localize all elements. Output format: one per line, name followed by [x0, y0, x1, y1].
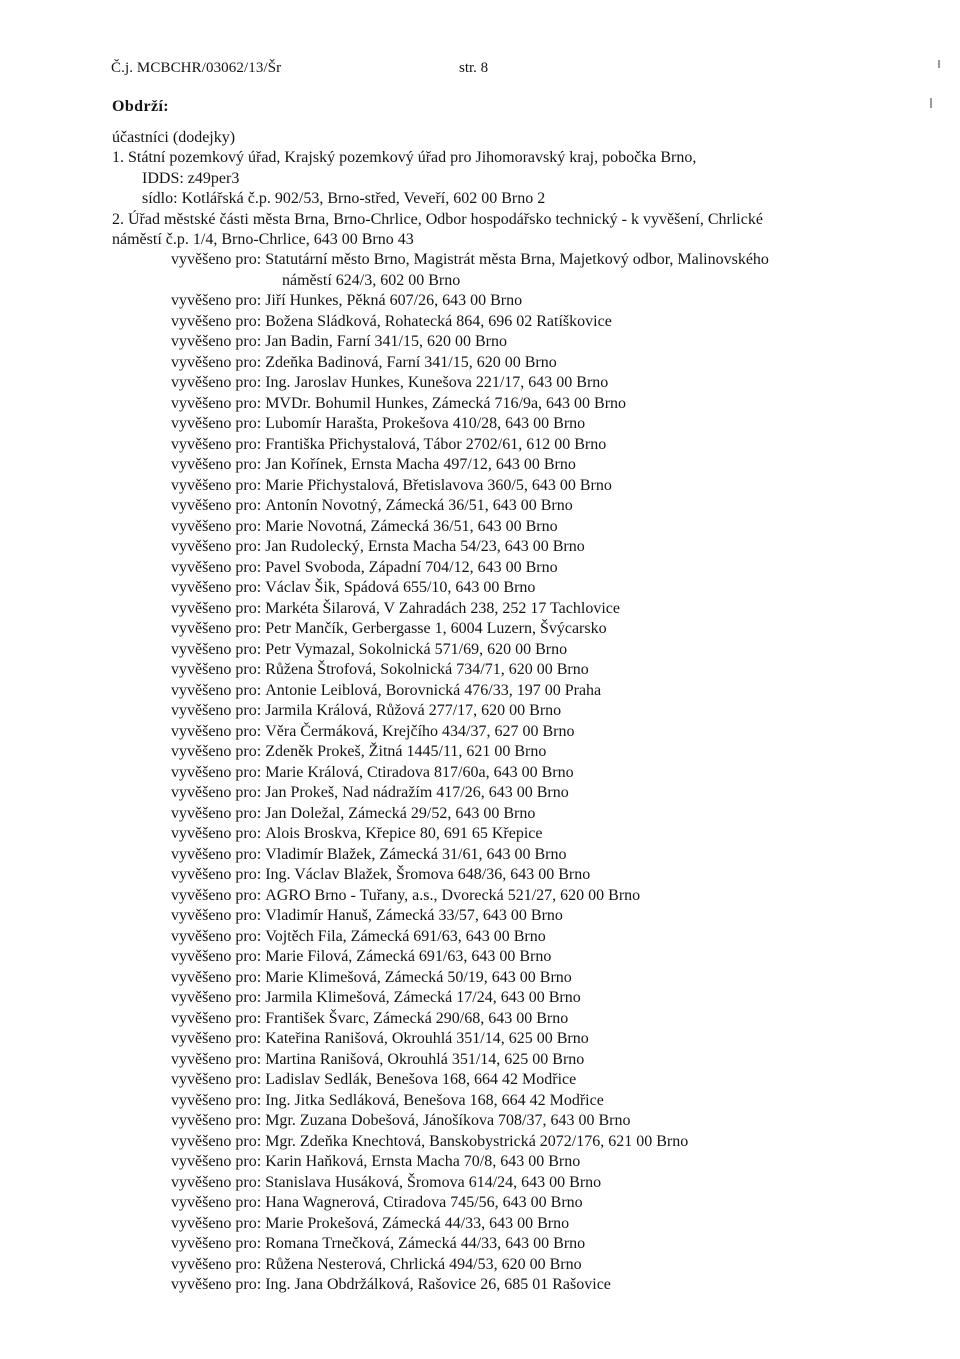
posted-entry: [171, 599, 951, 620]
posted-recipient: Věra Čermáková, Krejčího 434/37, 627 00 Brno: [265, 722, 575, 740]
posted-label: vyvěšeno pro:: [171, 1276, 262, 1293]
posted-entry: [171, 1091, 951, 1112]
recipient-1-line-2: IDDS: z49per3: [142, 170, 240, 187]
posted-label: vyvěšeno pro:: [171, 394, 262, 412]
posted-label: vyvěšeno pro:: [171, 415, 262, 432]
posted-recipient: Karin Haňková, Ernsta Macha 70/8, 643 00 Brno: [265, 1153, 581, 1170]
posted-label: vyvěšeno pro:: [171, 866, 262, 883]
posted-label: vyvěšeno pro:: [171, 599, 262, 617]
posted-entry: [171, 619, 951, 640]
posted-entry: [171, 373, 951, 394]
posted-label: vyvěšeno pro:: [171, 1194, 262, 1211]
posted-recipient: Ladislav Sedlák, Benešova 168, 664 42 Modřice: [265, 1071, 577, 1088]
posted-recipient: MVDr. Bohumil Hunkes, Zámecká 716/9a, 643 00 Brno: [265, 394, 627, 412]
posted-label: vyvěšeno pro:: [171, 1091, 262, 1109]
posted-label: vyvěšeno pro:: [171, 292, 262, 309]
posted-recipient: Václav Šik, Spádová 655/10, 643 00 Brno: [265, 579, 536, 596]
posted-recipient: Marie Přichystalová, Břetislavova 360/5, 643 00 Brno: [265, 476, 612, 494]
posted-recipient: Markéta Šilarová, V Zahradách 238, 252 17 Tachlovice: [265, 599, 620, 617]
posted-recipient: Vojtěch Fila, Zámecká 691/63, 643 00 Brno: [265, 927, 546, 945]
posted-entry: [171, 291, 951, 312]
posted-entry: [171, 353, 951, 374]
posted-entry: [171, 1275, 951, 1296]
posted-recipient: Růžena Štrofová, Sokolnická 734/71, 620 00 Brno: [265, 661, 589, 678]
posted-label: vyvěšeno pro:: [171, 579, 262, 596]
posted-entry: [171, 496, 951, 517]
posted-entry: [171, 455, 951, 476]
posted-entry: [171, 1214, 951, 1235]
posted-label: vyvěšeno pro:: [171, 558, 262, 576]
posted-recipient: Vladimír Blažek, Zámecká 31/61, 643 00 Brno: [265, 845, 567, 863]
posted-label: vyvěšeno pro:: [171, 743, 262, 760]
participants-subheading: účastníci (dodejky): [112, 129, 236, 146]
posted-label: vyvěšeno pro:: [171, 1132, 262, 1150]
posted-entry: [171, 250, 951, 271]
posted-recipient: Hana Wagnerová, Ctiradova 745/56, 643 00 Brno: [265, 1194, 583, 1211]
posted-entry: [171, 804, 951, 825]
posted-recipient: Ing. Jana Obdržálková, Rašovice 26, 685 01 Rašovice: [265, 1276, 611, 1293]
posted-recipient: Zdeňka Badinová, Farní 341/15, 620 00 Brno: [265, 353, 557, 371]
posted-recipient: Jan Rudolecký, Ernsta Macha 54/23, 643 00 Brno: [265, 538, 585, 555]
posted-label: vyvěšeno pro:: [171, 968, 262, 986]
posted-label: vyvěšeno pro:: [171, 497, 262, 514]
posted-label: vyvěšeno pro:: [171, 845, 262, 863]
scan-mark-mid: [930, 98, 932, 108]
posted-recipient: Antonie Leiblová, Borovnická 476/33, 197 00 Praha: [265, 681, 602, 699]
posted-label: vyvěšeno pro:: [171, 476, 262, 494]
posted-label: vyvěšeno pro:: [171, 907, 262, 924]
posted-recipient: Mgr. Zdeňka Knechtová, Banskobystrická 2072/176, 621 00 Brno: [265, 1132, 689, 1150]
posted-recipient: Ing. Václav Blažek, Šromova 648/36, 643 00 Brno: [265, 866, 591, 883]
scan-mark-top: [938, 60, 940, 68]
posted-entry: [171, 1050, 951, 1071]
posted-label: vyvěšeno pro:: [171, 702, 262, 719]
posted-entry: [171, 476, 951, 497]
posted-label: vyvěšeno pro:: [171, 681, 262, 699]
posted-label: vyvěšeno pro:: [171, 620, 262, 637]
posted-entry: [171, 1255, 951, 1276]
posted-label: vyvěšeno pro:: [171, 456, 262, 473]
posted-label: vyvěšeno pro:: [171, 312, 262, 330]
posted-entry: [171, 906, 951, 927]
posted-recipient: Jarmila Králová, Růžová 277/17, 620 00 Brno: [265, 702, 562, 719]
posted-recipient: Mgr. Zuzana Dobešová, Jánošíkova 708/37, 643 00 Brno: [265, 1112, 631, 1129]
posted-entry: [171, 1193, 951, 1214]
posted-recipient: Marie Klimešová, Zámecká 50/19, 643 00 Brno: [265, 968, 572, 986]
posted-entry: [171, 578, 951, 599]
posted-label: vyvěšeno pro:: [171, 1153, 262, 1170]
recipients-heading: Obdrží:: [112, 98, 170, 115]
posted-label: vyvěšeno pro:: [171, 1173, 262, 1191]
posted-label: vyvěšeno pro:: [171, 784, 262, 801]
posted-recipient: Pavel Svoboda, Západní 704/12, 643 00 Brno: [265, 558, 558, 576]
posted-recipient: Marie Prokešová, Zámecká 44/33, 643 00 Brno: [265, 1214, 570, 1232]
posted-entry: [171, 1070, 951, 1091]
posted-entry: [171, 681, 951, 702]
posted-recipient: Růžena Nesterová, Chrlická 494/53, 620 00 Brno: [265, 1255, 582, 1273]
posted-entry: [171, 886, 951, 907]
posted-recipient: Marie Novotná, Zámecká 36/51, 643 00 Brno: [265, 517, 558, 535]
posted-recipient: Božena Sládková, Rohatecká 864, 696 02 Ratíškovice: [265, 312, 612, 330]
posted-entry: [171, 1173, 951, 1194]
posted-recipient: Jan Prokeš, Nad nádražím 417/26, 643 00 Brno: [265, 784, 569, 801]
recipient-2-line-1: 2. Úřad městské části města Brna, Brno-Chrlice, Odbor hospodářsko technický - k vyvěšení, Chrlické: [112, 211, 763, 228]
posted-recipient: Zdeněk Prokeš, Žitná 1445/11, 621 00 Brno: [265, 743, 547, 760]
posted-recipient: AGRO Brno - Tuřany, a.s., Dvorecká 521/27, 620 00 Brno: [265, 886, 641, 904]
posted-entry: [171, 1029, 951, 1050]
posted-recipient: František Švarc, Zámecká 290/68, 643 00 Brno: [265, 1009, 569, 1027]
posted-label: vyvěšeno pro:: [171, 825, 262, 842]
posted-entry: [171, 763, 951, 784]
posted-label: vyvěšeno pro:: [171, 886, 262, 904]
posted-recipient: Kateřina Ranišová, Okrouhlá 351/14, 625 00 Brno: [265, 1030, 589, 1047]
page-number: str. 8: [459, 60, 489, 76]
posted-entry: [171, 865, 951, 886]
posted-entry: [171, 517, 951, 538]
posted-recipient: Martina Ranišová, Okrouhlá 351/14, 625 00 Brno: [265, 1050, 585, 1068]
posted-entry: [171, 1009, 951, 1030]
posted-label: vyvěšeno pro:: [171, 1255, 262, 1273]
recipient-1-line-1: 1. Státní pozemkový úřad, Krajský pozemkový úřad pro Jihomoravský kraj, pobočka Brno,: [112, 149, 697, 166]
posted-for-list: [171, 250, 951, 1296]
posted-entry: [171, 742, 951, 763]
posted-label: vyvěšeno pro:: [171, 1009, 262, 1027]
posted-entry: [171, 1132, 951, 1153]
posted-entry: [171, 435, 951, 456]
posted-entry: [171, 312, 951, 333]
posted-entry: [171, 824, 951, 845]
posted-label: vyvěšeno pro:: [171, 333, 262, 350]
posted-recipient: Alois Broskva, Křepice 80, 691 65 Křepice: [265, 825, 543, 842]
posted-recipient: Jiří Hunkes, Pěkná 607/26, 643 00 Brno: [265, 292, 523, 309]
posted-label: vyvěšeno pro:: [171, 763, 262, 781]
posted-entry: [171, 640, 951, 661]
posted-recipient: Antonín Novotný, Zámecká 36/51, 643 00 Brno: [265, 497, 573, 514]
posted-label: vyvěšeno pro:: [171, 435, 262, 453]
posted-recipient: Ing. Jitka Sedláková, Benešova 168, 664 42 Modřice: [265, 1091, 604, 1109]
posted-entry: [171, 537, 951, 558]
posted-label: vyvěšeno pro:: [171, 722, 262, 740]
posted-label: vyvěšeno pro:: [171, 1050, 262, 1068]
posted-label: vyvěšeno pro:: [171, 251, 262, 268]
posted-entry: [171, 1111, 951, 1132]
posted-entry: [171, 394, 951, 415]
posted-recipient: Statutární město Brno, Magistrát města Brna, Majetkový odbor, Malinovského: [265, 251, 769, 268]
posted-label: vyvěšeno pro:: [171, 1030, 262, 1047]
posted-recipient: Jan Doležal, Zámecká 29/52, 643 00 Brno: [265, 804, 536, 822]
posted-recipient: Vladimír Hanuš, Zámecká 33/57, 643 00 Brno: [265, 907, 563, 924]
posted-entry: [171, 1152, 951, 1173]
posted-recipient: Lubomír Harašta, Prokešova 410/28, 643 00 Brno: [265, 415, 586, 432]
posted-entry: [171, 722, 951, 743]
recipient-1-line-3: sídlo: Kotlářská č.p. 902/53, Brno-střed, Veveří, 602 00 Brno 2: [142, 190, 546, 207]
recipient-2-line-2: náměstí č.p. 1/4, Brno-Chrlice, 643 00 Brno 43: [112, 231, 414, 248]
posted-label: vyvěšeno pro:: [171, 374, 262, 391]
posted-entry: [171, 701, 951, 722]
posted-label: vyvěšeno pro:: [171, 804, 262, 822]
posted-label: vyvěšeno pro:: [171, 353, 262, 371]
posted-recipient: Jan Badin, Farní 341/15, 620 00 Brno: [265, 333, 507, 350]
posted-entry: [171, 414, 951, 435]
posted-label: vyvěšeno pro:: [171, 1235, 262, 1252]
posted-label: vyvěšeno pro:: [171, 1214, 262, 1232]
posted-label: vyvěšeno pro:: [171, 1071, 262, 1088]
posted-entry: [171, 332, 951, 353]
posted-entry: [171, 558, 951, 579]
posted-recipient: Petr Vymazal, Sokolnická 571/69, 620 00 Brno: [265, 640, 568, 658]
posted-label: vyvěšeno pro:: [171, 948, 262, 965]
posted-label: vyvěšeno pro:: [171, 927, 262, 945]
reference-number: Č.j. MCBCHR/03062/13/Šr: [111, 60, 282, 76]
posted-recipient: Františka Přichystalová, Tábor 2702/61, 612 00 Brno: [265, 435, 607, 453]
posted-entry-continuation: náměstí 624/3, 602 00 Brno: [282, 271, 461, 289]
posted-recipient: Ing. Jaroslav Hunkes, Kunešova 221/17, 643 00 Brno: [265, 374, 609, 391]
posted-label: vyvěšeno pro:: [171, 661, 262, 678]
posted-entry: [171, 947, 951, 968]
posted-entry: [171, 783, 951, 804]
posted-entry: [171, 927, 951, 948]
posted-entry: [171, 1234, 951, 1255]
posted-recipient: Stanislava Husáková, Šromova 614/24, 643 00 Brno: [265, 1173, 602, 1191]
posted-recipient: Jan Kořínek, Ernsta Macha 497/12, 643 00 Brno: [265, 456, 576, 473]
posted-recipient: Jarmila Klimešová, Zámecká 17/24, 643 00 Brno: [265, 989, 581, 1006]
posted-entry: [171, 968, 951, 989]
posted-entry: [171, 988, 951, 1009]
posted-recipient: Marie Filová, Zámecká 691/63, 643 00 Brno: [265, 948, 552, 965]
posted-recipient: Marie Králová, Ctiradova 817/60a, 643 00 Brno: [265, 763, 574, 781]
posted-label: vyvěšeno pro:: [171, 517, 262, 535]
posted-label: vyvěšeno pro:: [171, 538, 262, 555]
posted-label: vyvěšeno pro:: [171, 640, 262, 658]
posted-recipient: Romana Trnečková, Zámecká 44/33, 643 00 Brno: [265, 1235, 586, 1252]
posted-label: vyvěšeno pro:: [171, 1112, 262, 1129]
posted-entry: [171, 660, 951, 681]
posted-label: vyvěšeno pro:: [171, 989, 262, 1006]
posted-entry: [171, 845, 951, 866]
posted-recipient: Petr Mančík, Gerbergasse 1, 6004 Luzern, Švýcarsko: [265, 620, 607, 637]
